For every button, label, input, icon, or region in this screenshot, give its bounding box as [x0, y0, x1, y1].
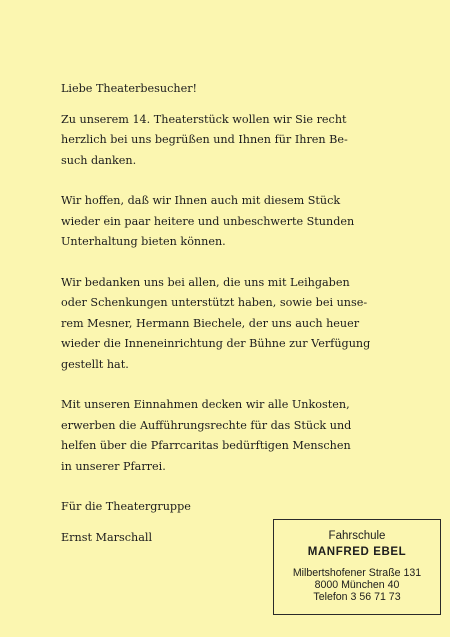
ad-title: Fahrschule [328, 530, 386, 542]
salutation: Liebe Theaterbesucher! [61, 82, 198, 95]
text-line: Wir hoffen, daß wir Ihnen auch mit diesem Stück [61, 194, 341, 207]
ad-city: 8000 München 40 [314, 579, 400, 591]
paragraph-hope [61, 191, 391, 253]
text-line: erwerben die Aufführungsrechte für das Stück und [61, 418, 352, 432]
paragraph-thanks [61, 273, 391, 376]
paragraph-income [61, 395, 391, 477]
text-line: in unserer Pfarrei. [61, 459, 166, 473]
paragraph-welcome [61, 110, 391, 172]
ad-name: MANFRED EBEL [307, 546, 407, 558]
letter-body [61, 79, 391, 548]
text-line: oder Schenkungen unterstützt haben, sowie bei unse- [61, 296, 368, 309]
text-line: such danken. [61, 153, 137, 167]
closing: Für die Theatergruppe [61, 500, 191, 513]
text-line: wieder ein paar heitere und unbeschwerte Stunden [61, 214, 355, 228]
text-line: Mit unseren Einnahmen decken wir alle Unkosten, [61, 398, 350, 411]
ad-phone: Telefon 3 56 71 73 [313, 591, 401, 603]
driving-school-ad [273, 519, 441, 615]
text-line: helfen über die Pfarrcaritas bedürftigen Menschen [61, 439, 351, 452]
ad-address [274, 567, 440, 603]
text-line: Zu unserem 14. Theaterstück wollen wir Sie recht [61, 112, 347, 126]
text-line: rem Mesner, Hermann Biechele, der uns auch heuer [61, 316, 360, 330]
signature: Ernst Marschall [61, 530, 153, 544]
ad-street: Milbertshofener Straße 131 [292, 567, 422, 579]
text-line: herzlich bei uns begrüßen und Ihnen für Ihren Be- [61, 133, 348, 146]
text-line: Wir bedanken uns bei allen, die uns mit Leihgaben [61, 275, 350, 289]
text-line: wieder die Inneneinrichtung der Bühne zur Verfügung [61, 337, 371, 350]
text-line: gestellt hat. [61, 357, 129, 371]
text-line: Unterhaltung bieten können. [61, 235, 226, 248]
